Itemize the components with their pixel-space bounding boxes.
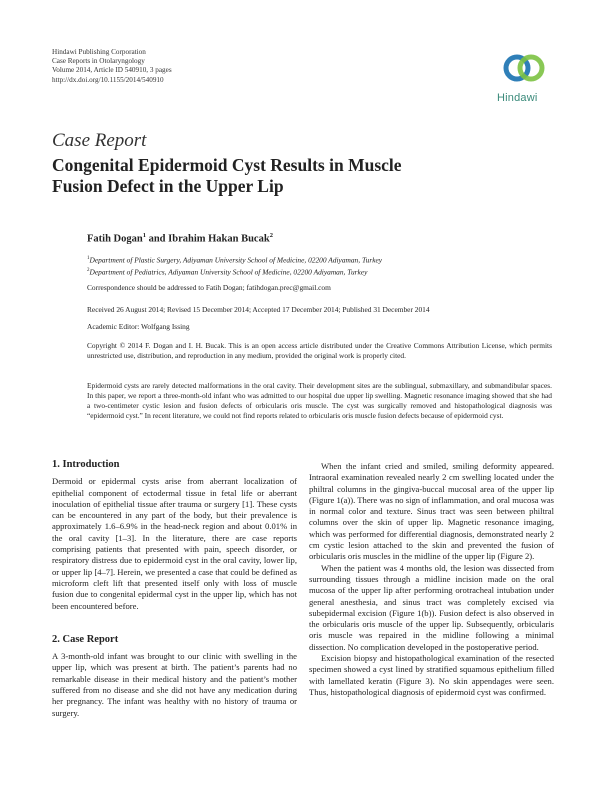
- right-column: [309, 461, 554, 698]
- title-line-1: Congenital Epidermoid Cyst Results in Muscle: [52, 155, 402, 175]
- affiliation-1-text: Department of Plastic Surgery, Adiyaman University School of Medicine, 02200 Adiyaman, Turkey: [89, 255, 383, 265]
- left-column: [52, 459, 297, 719]
- correspondence: Correspondence should be addressed to Fatih Dogan; fatihdogan.prec@gmail.com: [87, 283, 331, 292]
- author-2: Ibrahim Hakan Bucak: [168, 233, 270, 245]
- authors: [87, 232, 273, 245]
- article-title: [52, 155, 472, 197]
- case-report-text: A 3-month-old infant was brought to our clinic with swelling in the upper lip, which was present at birth. The patient’s parents had no remarkable disease in their medical history and the patient’s mother suffered from no disease and she did not have any medication during her pregnancy. The infant was healthy with no history of trauma or surgery.: [52, 651, 297, 718]
- journal-meta: [52, 48, 172, 85]
- publisher-line: Hindawi Publishing Corporation: [52, 48, 146, 56]
- affiliation-2-text: Department of Pediatrics, Adiyaman University School of Medicine, 02200 Adiyaman, Turkey: [89, 267, 368, 277]
- case-paragraph-3: Excision biopsy and histopathological examination of the resected specimen showed a cyst lined by stratified squamous epithelium filled with lamellated keratin (Figure 3). No skin appendages were seen. Thus, histopathological diagnosis of epidermoid cyst was confirmed.: [309, 653, 554, 697]
- affiliation-2: [87, 266, 382, 278]
- affiliation-1: [87, 254, 382, 266]
- article-type: Case Report: [52, 130, 147, 151]
- affiliation-2-mark: 2: [87, 268, 90, 274]
- affiliation-1-mark: 1: [87, 256, 90, 261]
- author-2-affiliation-mark: 2: [269, 232, 273, 239]
- journal-name: Case Reports in Otolaryngology: [52, 57, 145, 66]
- case-paragraph-1: When the infant cried and smiled, smiling deformity appeared. Intraoral examination revealed nearly 2 cm swelling located under the philtral columns in the gingiva-buccal mucosal area of the upper lip (Figure 1(a)). There was no sign of inflammation, and oral mucosa was in normal color and texture. Sinus tract was seen between philtral columns over the skin of upper lip. Magnetic resonance imaging, which was performed for differential diagnosis, demonstrated nearly 2 cm cystic lesion attached to the skin and prevented the fusion of orbicularis oris muscles in the midline of the upper lip (Figure 2).: [309, 461, 554, 562]
- author-1-affiliation-mark: 1: [142, 232, 146, 239]
- case-report-heading: 2. Case Report: [52, 633, 119, 645]
- introduction-heading: 1. Introduction: [52, 459, 120, 470]
- author-conjunction: and: [145, 233, 169, 245]
- publication-dates: Received 26 August 2014; Revised 15 December 2014; Accepted 17 December 2014; Published 31 December 2014: [87, 305, 430, 314]
- doi-link[interactable]: http://dx.doi.org/10.1155/2014/540910: [52, 75, 164, 84]
- case-paragraph-2: When the patient was 4 months old, the lesion was dissected from surrounding tissues through a midline incision made on the oral mucosa of the upper lip after performing orotracheal intubation under general anesthesia, and sinus tract was completely excised via subepidermal excision (Figure 1(b)). Fusion defect is also observed in the orbicularis oris muscle of the upper lip. Subsequently, orbicularis oris muscle was repaired in the midline following a minimal dissection. No complication developed in the postoperative period.: [309, 562, 554, 652]
- copyright-notice: Copyright © 2014 F. Dogan and I. H. Bucak. This is an open access article distributed under the Creative Commons Attribution License, which permits unrestricted use, distribution, and reproduction in any medium, provided the original work is properly cited.: [87, 341, 552, 360]
- abstract: Epidermoid cysts are rarely detected malformations in the oral cavity. Their development sites are the sublingual, submaxillary, and submandibular spaces. In this paper, we report a three-month-old infant who was admitted to our hospital due upper lip swelling. Magnetic resonance imaging showed that she had a two-centimeter cystic lesion and fusion defects of orbicularis oris muscle. The cyst was surgically removed and histopathological diagnosis was “epidermoid cyst.” In recent literature, we could not find reports related to orbicularis oris muscle fusion defects because of epidermoid cyst.: [87, 381, 552, 420]
- title-line-2: Fusion Defect in the Upper Lip: [52, 176, 284, 196]
- author-1: Fatih Dogan: [87, 233, 143, 245]
- academic-editor: Academic Editor: Wolfgang Issing: [87, 322, 190, 331]
- volume-line: Volume 2014, Article ID 540910, 3 pages: [52, 66, 172, 75]
- affiliations: [87, 254, 382, 279]
- introduction-text: Dermoid or epidermal cysts arise from aberrant localization of epithelial component of ectodermal tissue in fetal life or aberrant inoculation of epithelial tissue after trauma or surgery [1]. These cysts can be encountered in any part of the body, but their prevalence is approximately 1.6–6.9% in the head-neck region and about 0.01% in the oral cavity [1–3]. In the literature, there are case reports comprising patients that presented with pain, speech disorder, or respiratory distress due to epidermoid cyst in the oral cavity, lower lip, or upper lip [4–7]. Herein, we presented a case that could be defined as microform cleft lift that presented itself only with loss of muscle fusion due to congenital epidermal cyst in the upper lip, which has not been encountered before.: [52, 476, 297, 611]
- hindawi-brand: Hindawi: [497, 92, 538, 104]
